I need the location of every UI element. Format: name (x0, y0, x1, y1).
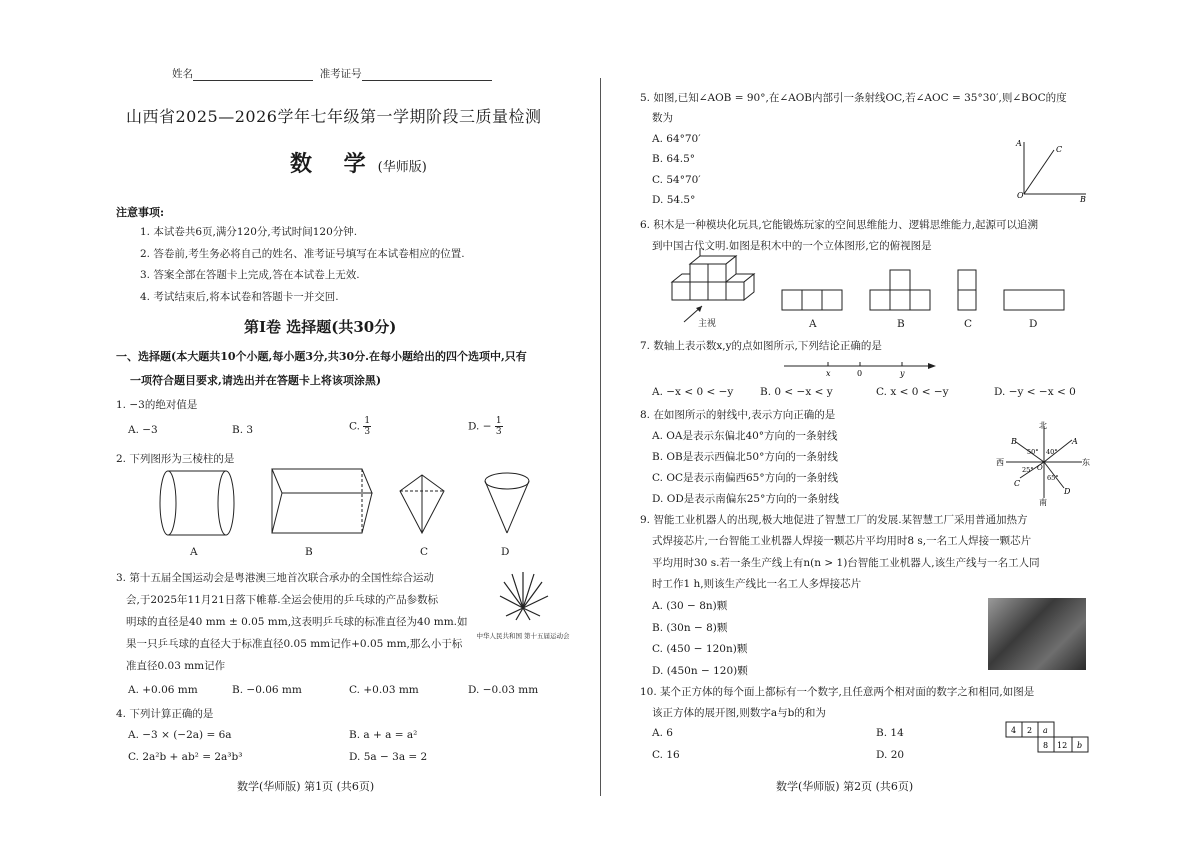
q2-shapes-figure (150, 465, 540, 560)
q5-line: 5. 如图,已知∠AOB = 90°,在∠AOB内部引一条射线OC,若∠AOC = 35°30′,则∠BOC的度 (640, 92, 1067, 104)
q3-option-b: B. −0.06 mm (232, 684, 302, 696)
q4-option-b: B. a + a = a² (349, 729, 418, 741)
q10-line: 该正方体的展开图,则数字a与b的和为 (652, 707, 826, 719)
instruction-line: 一项符合题目要求,请选出并在答题卡上将该项涂黑) (130, 374, 382, 387)
axis-x: x (826, 369, 831, 378)
page-footer-1: 数学(华师版) 第1页 (共6页) (237, 780, 375, 793)
name-label: 姓名 (172, 68, 193, 80)
q2-label-a: A (190, 546, 198, 558)
subject: 数 学 (290, 151, 378, 177)
net-cell: b (1077, 741, 1083, 750)
notice-item: 1. 本试卷共6页,满分120分,考试时间120分钟. (140, 226, 358, 238)
subject-heading (290, 147, 427, 178)
q1-option-c (349, 416, 371, 437)
q9-line: 平均用时30 s.若一条生产线上有n(n > 1)台智能工业机器人,该生产线与一名工人同 (652, 557, 1040, 569)
q10-option-b: B. 14 (876, 727, 904, 739)
q3-option-d: D. −0.03 mm (468, 684, 539, 696)
point-c: C (1056, 145, 1063, 154)
net-cell: 12 (1057, 741, 1068, 750)
denominator: 3 (364, 427, 371, 437)
q3-option-a: A. +0.06 mm (128, 684, 198, 696)
q1-option-a: A. −3 (128, 424, 158, 436)
q6-label-c: C (964, 318, 973, 330)
west-label: 西 (996, 458, 1004, 467)
south-label: 南 (1039, 498, 1047, 507)
exam-title: 山西省2025—2026学年七年级第一学期阶段三质量检测 (126, 107, 542, 126)
q6-line: 到中国古代文明.如图是积木中的一个立体图形,它的俯视图是 (652, 240, 932, 252)
q10-option-a: A. 6 (652, 727, 673, 739)
net-cell: a (1043, 726, 1048, 735)
q1-option-c-label: C. (349, 420, 360, 433)
notice-item: 4. 考试结束后,将本试卷和答题卡一并交回. (140, 291, 339, 303)
q3-line: 果一只乒乓球的直径大于标准直径0.05 mm记作+0.05 mm,那么小于标 (126, 638, 463, 650)
q6-line: 6. 积木是一种模块化玩具,它能锻炼玩家的空间思维能力、逻辑思维能力,起源可以追溯 (640, 219, 1039, 231)
fraction (363, 416, 371, 437)
q7-option-c: C. x < 0 < −y (876, 386, 949, 398)
name-field (172, 66, 492, 81)
q7-stem: 7. 数轴上表示数x,y的点如图所示,下列结论正确的是 (640, 340, 882, 352)
fraction (495, 416, 503, 437)
angle-65: 65° (1047, 474, 1059, 482)
denominator: 3 (495, 427, 502, 437)
q7-option-a: A. −x < 0 < −y (652, 386, 734, 398)
q6-label-a: A (809, 318, 817, 330)
angle-50: 50° (1027, 448, 1039, 456)
point-a: A (1016, 139, 1022, 148)
net-cell: 8 (1043, 741, 1049, 750)
east-label: 东 (1082, 458, 1090, 467)
q7-option-d: D. −y < −x < 0 (994, 386, 1076, 398)
q5-option-c: C. 54°70′ (652, 174, 701, 186)
q5-option-d: D. 54.5° (652, 194, 696, 206)
point-b: B (1080, 195, 1086, 204)
option-a-view (782, 290, 842, 310)
numerator: 1 (364, 416, 371, 426)
pyramid-shape (400, 475, 444, 533)
origin-label: O (1037, 464, 1043, 472)
q3-line: 明球的直径是40 mm ± 0.05 mm,这表明乒乓球的标准直径为40 mm.如 (126, 616, 468, 628)
q1-stem: 1. −3的绝对值是 (116, 399, 198, 411)
q10-line: 10. 某个正方体的每个面上都标有一个数字,且任意两个相对面的数字之和相同,如图是 (640, 686, 1035, 698)
page-divider (600, 78, 601, 796)
cylinder-shape (160, 471, 234, 535)
q4-option-c: C. 2a²b + ab² = 2a³b³ (128, 751, 243, 763)
q10-option-c: C. 16 (652, 749, 680, 761)
notice-title: 注意事项: (116, 206, 165, 219)
q7-option-b: B. 0 < −x < y (760, 386, 833, 398)
q1-option-b: B. 3 (232, 424, 254, 436)
point-o: O (1017, 191, 1024, 200)
instruction-line: 一、选择题(本大题共10个小题,每小题3分,共30分.在每小题给出的四个选项中,只有 (116, 350, 527, 363)
q2-label-d: D (501, 546, 510, 558)
q5-angle-figure (1012, 136, 1092, 206)
q5-option-a: A. 64°70′ (652, 133, 701, 145)
block-solid (672, 248, 754, 300)
option-d-view (1004, 290, 1064, 310)
ray-b-label: B (1011, 437, 1017, 446)
logo-text: 中华人民共和国 第十五届运动会 (476, 632, 570, 640)
section-title: 第Ⅰ卷 选择题(共30分) (244, 318, 397, 336)
q9-line: 9. 智能工业机器人的出现,极大地促进了智慧工厂的发展.某智慧工厂采用普通加热方 (640, 514, 1028, 526)
numerator: 1 (495, 416, 502, 426)
q2-label-c: C (420, 546, 429, 558)
q4-option-a: A. −3 × (−2a) = 6a (128, 729, 232, 741)
ray-d-label: D (1064, 487, 1071, 496)
id-label: 准考证号 (319, 68, 362, 80)
q5-line: 数为 (652, 112, 673, 124)
north-label: 北 (1039, 421, 1047, 430)
axis-y: y (900, 369, 905, 378)
q6-label-b: B (897, 318, 905, 330)
q9-option-c: C. (450 − 120n)颗 (652, 643, 748, 655)
q3-line: 会,于2025年11月21日落下帷幕.全运会使用的乒乓球的产品参数标 (126, 594, 439, 606)
games-logo-image (476, 568, 570, 658)
q7-number-line (780, 356, 940, 380)
page-footer-2: 数学(华师版) 第2页 (共6页) (776, 780, 914, 793)
q9-option-a: A. (30 − 8n)颗 (652, 600, 728, 612)
q10-option-d: D. 20 (876, 749, 905, 761)
q8-option-c: C. OC是表示南偏西65°方向的一条射线 (652, 472, 839, 484)
q1-option-d (468, 416, 503, 437)
q2-label-b: B (305, 546, 313, 558)
option-b-view (870, 270, 930, 310)
q8-direction-figure (992, 420, 1092, 506)
q8-option-d: D. OD是表示南偏东25°方向的一条射线 (652, 493, 839, 505)
q9-line: 时工作1 h,则该生产线比一名工人多焊接芯片 (652, 578, 862, 590)
q3-option-c: C. +0.03 mm (349, 684, 419, 696)
q9-option-d: D. (450n − 120)颗 (652, 665, 748, 677)
prism-shape (272, 469, 372, 533)
q9-option-b: B. (30n − 8)颗 (652, 622, 728, 634)
q5-option-b: B. 64.5° (652, 153, 696, 165)
ray-a-label: A (1072, 437, 1078, 446)
q10-cube-net (1004, 720, 1090, 754)
axis-zero: 0 (857, 369, 863, 378)
edition: (华师版) (377, 160, 427, 175)
main-view-label: 主视 (698, 319, 717, 329)
q6-label-d: D (1029, 318, 1038, 330)
angle-40: 40° (1046, 448, 1058, 456)
q3-line: 3. 第十五届全国运动会是粤港澳三地首次联合承办的全国性综合运动 (116, 572, 434, 584)
notice-item: 3. 答案全部在答题卡上完成,答在本试卷上无效. (140, 269, 360, 281)
q8-stem: 8. 在如图所示的射线中,表示方向正确的是 (640, 409, 836, 421)
net-cell: 4 (1011, 726, 1017, 735)
q2-stem: 2. 下列图形为三棱柱的是 (116, 453, 235, 465)
q8-option-b: B. OB是表示西偏北50°方向的一条射线 (652, 451, 838, 463)
q4-option-d: D. 5a − 3a = 2 (349, 751, 428, 763)
ray-c-label: C (1014, 479, 1021, 488)
option-c-view (958, 270, 976, 310)
net-cell: 2 (1027, 726, 1033, 735)
q8-option-a: A. OA是表示东偏北40°方向的一条射线 (652, 430, 838, 442)
q9-line: 式焊接芯片,一台智能工业机器人焊接一颗芯片平均用时8 s,一名工人焊接一颗芯片 (652, 535, 1032, 547)
notice-item: 2. 答卷前,考生务必将自己的姓名、准考证号填写在本试卷相应的位置. (140, 248, 465, 260)
cone-shape (485, 473, 529, 533)
angle-25: 25° (1022, 466, 1034, 474)
robot-photo (988, 598, 1086, 670)
q4-stem: 4. 下列计算正确的是 (116, 708, 214, 720)
q6-blocks-figure (662, 250, 1092, 330)
q1-option-d-label: D. − (468, 420, 492, 433)
q3-line: 准直径0.03 mm记作 (126, 660, 226, 672)
